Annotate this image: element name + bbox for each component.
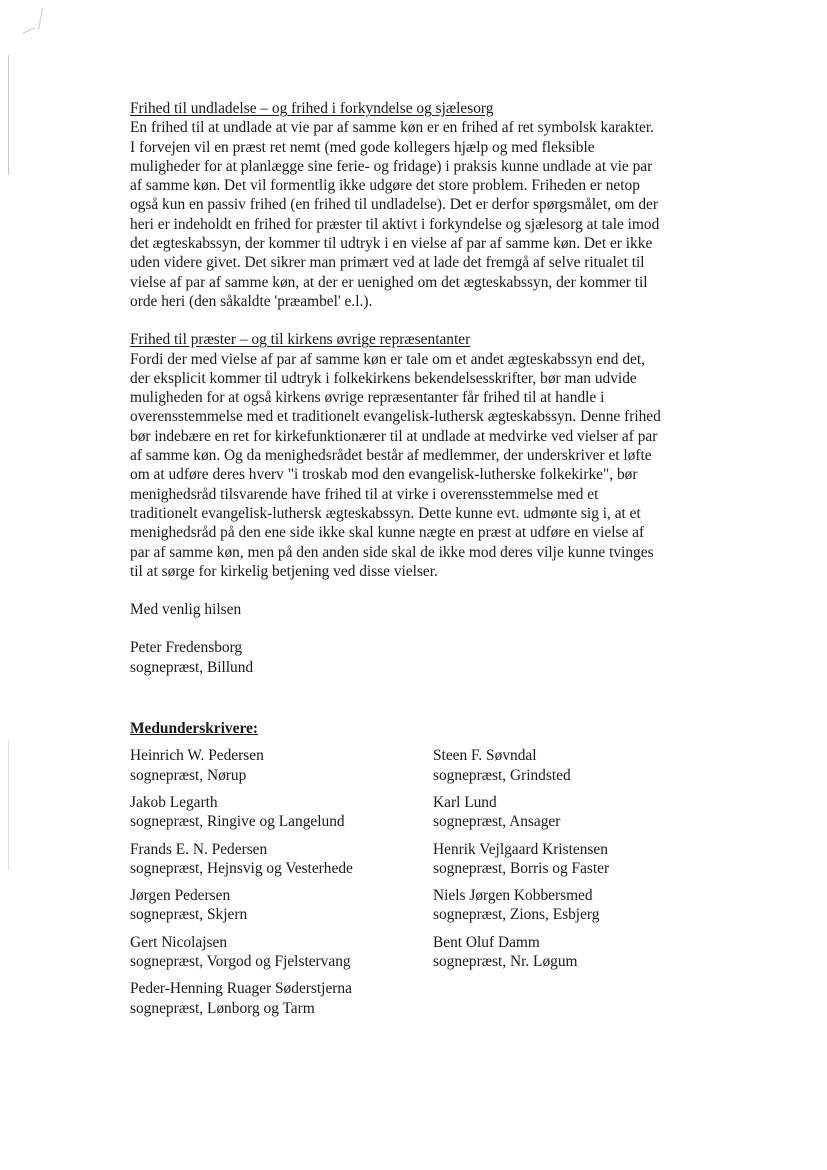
paragraph-line: muligheden for at også kirkens øvrige repræsentanter får frihed til at handle i: [130, 389, 605, 407]
cosigner-name: Niels Jørgen Kobbersmed: [433, 887, 593, 905]
cosigner-title: sognepræst, Nørup: [130, 766, 247, 784]
paragraph-line: der eksplicit kommer til udtryk i folkekirkens bekendelsesskrifter, bør man udvide: [130, 369, 637, 387]
cosigner-entry: [433, 746, 609, 785]
cosigner-entry: [130, 746, 353, 785]
paragraph-line: om at udføre deres hverv "i troskab mod den evangelisk-lutherske folkekirke", bør: [130, 466, 638, 484]
paragraph-line: det ægteskabssyn, der kommer til udtryk i en vielse af par af samme køn. Det er ikke: [130, 235, 653, 253]
paragraph-line: En frihed til at undlade at vie par af samme køn er en frihed af ret symbolsk karakter.: [130, 119, 654, 137]
signer-name: Peter Fredensborg: [130, 639, 243, 657]
cosigner-name: Karl Lund: [433, 793, 497, 811]
cosigner-title: sognepræst, Skjern: [130, 906, 248, 924]
cosigner-name: Peder-Henning Ruager Søderstjerna: [130, 980, 352, 998]
cosigner-title: sognepræst, Ringive og Langelund: [130, 813, 345, 831]
cosigner-entry: [433, 793, 609, 832]
paragraph-line: par af samme køn, men på den anden side skal de ikke mod deres vilje kunne tvinges: [130, 543, 654, 561]
paragraph-line: uden videre givet. Det sikrer man primært ved at lade det fremgå af selve ritualet til: [130, 254, 645, 272]
section-heading: Frihed til undladelse – og frihed i forkyndelse og sjælesorg: [130, 100, 494, 117]
cosigner-name: Bent Oluf Damm: [433, 933, 540, 951]
cosigner-name: Jørgen Pedersen: [130, 887, 231, 905]
section-freedom-representatives: [130, 330, 710, 581]
cosigner-entry: [130, 840, 353, 879]
cosigner-entry: [130, 979, 353, 1018]
paragraph-line: menighedsråd på den ene side ikke skal kunne nægte en præst at udføre en vielse af: [130, 524, 645, 542]
paragraph-line: muligheder for at planlægge sine ferie- og fridage) i praksis kunne undlade at vie par: [130, 157, 653, 175]
cosigner-entry: [433, 840, 609, 879]
paragraph-line: menighedsråd tilsvarende have frihed til at virke i overensstemmelse med et: [130, 485, 599, 503]
cosigner-name: Steen F. Søvndal: [433, 747, 537, 765]
cosigner-entry: [130, 933, 353, 972]
cosigner-title: sognepræst, Ansager: [433, 813, 561, 831]
closing-greeting: Med venlig hilsen: [130, 601, 242, 619]
paragraph-line: overensstemmelse med et traditionelt evangelisk-luthersk ægteskabssyn. Denne frihed: [130, 408, 661, 426]
cosigner-name: Henrik Vejlgaard Kristensen: [433, 840, 608, 858]
cosigner-title: sognepræst, Grindsted: [433, 766, 571, 784]
signer-title: sognepræst, Billund: [130, 658, 254, 676]
section-freedom-abstention: [130, 99, 710, 311]
paragraph-line: Fordi der med vielse af par af samme køn er tale om et andet ægteskabssyn end det,: [130, 350, 646, 368]
cosigner-name: Jakob Legarth: [130, 793, 218, 811]
paragraph-line: vielse af par af samme køn, at der er uenighed om det ægteskabssyn, der kommer til: [130, 273, 648, 291]
cosigner-name: Heinrich W. Pedersen: [130, 747, 264, 765]
cosigner-title: sognepræst, Hejnsvig og Vesterhede: [130, 859, 353, 877]
cosigner-title: sognepræst, Lønborg og Tarm: [130, 999, 315, 1017]
cosigner-name: Gert Nicolajsen: [130, 933, 228, 951]
paragraph-line: også kun en passiv frihed (en frihed til undladelse). Det er derfor spørgsmålet, om der: [130, 196, 658, 214]
cosigner-title: sognepræst, Vorgod og Fjelstervang: [130, 952, 351, 970]
paragraph-line: af samme køn. Det vil formentlig ikke udgøre det store problem. Friheden er netop: [130, 177, 640, 195]
paragraph-line: til at sørge for kirkelig betjening ved disse vielser.: [130, 562, 438, 580]
cosigner-title: sognepræst, Zions, Esbjerg: [433, 906, 600, 924]
paragraph-line: bør indebære en ret for kirkefunktionærer til at undlade at medvirke ved vielser af par: [130, 427, 658, 445]
cosigners-right-column: [433, 746, 609, 979]
paragraph-line: traditionelt evangelisk-luthersk ægteskabssyn. Dette kunne evt. udmønte sig i, at et: [130, 504, 641, 522]
cosigner-entry: [433, 933, 609, 972]
cosigners-heading: Medunderskrivere:: [130, 720, 258, 738]
cosigner-title: sognepræst, Nr. Løgum: [433, 952, 578, 970]
scan-artifact: [38, 8, 43, 30]
cosigner-entry: [130, 886, 353, 925]
scan-artifact: [22, 27, 35, 34]
cosigner-title: sognepræst, Borris og Faster: [433, 859, 610, 877]
paragraph-line: heri er indeholdt en frihed for præster til aktivt i forkyndelse og sjælesorg at tale imod: [130, 215, 660, 233]
letter-page: [130, 99, 710, 1036]
paragraph-line: I forvejen vil en præst ret nemt (med gode kollegers hjælp og med fleksible: [130, 138, 595, 156]
cosigners-list: [130, 746, 710, 1036]
scan-artifact: [8, 740, 9, 870]
section-heading: Frihed til præster – og til kirkens øvrige repræsentanter: [130, 331, 471, 349]
cosigner-name: Frands E. N. Pedersen: [130, 840, 268, 858]
cosigner-entry: [433, 886, 609, 925]
scan-artifact: [8, 55, 9, 175]
signature-block: [130, 638, 710, 677]
cosigners-left-column: [130, 746, 353, 1026]
paragraph-line: orde heri (den såkaldte 'præambel' e.l.).: [130, 292, 373, 310]
paragraph-line: af samme køn. Og da menighedsrådet består af medlemmer, der underskriver et løfte: [130, 447, 652, 465]
cosigner-entry: [130, 793, 353, 832]
